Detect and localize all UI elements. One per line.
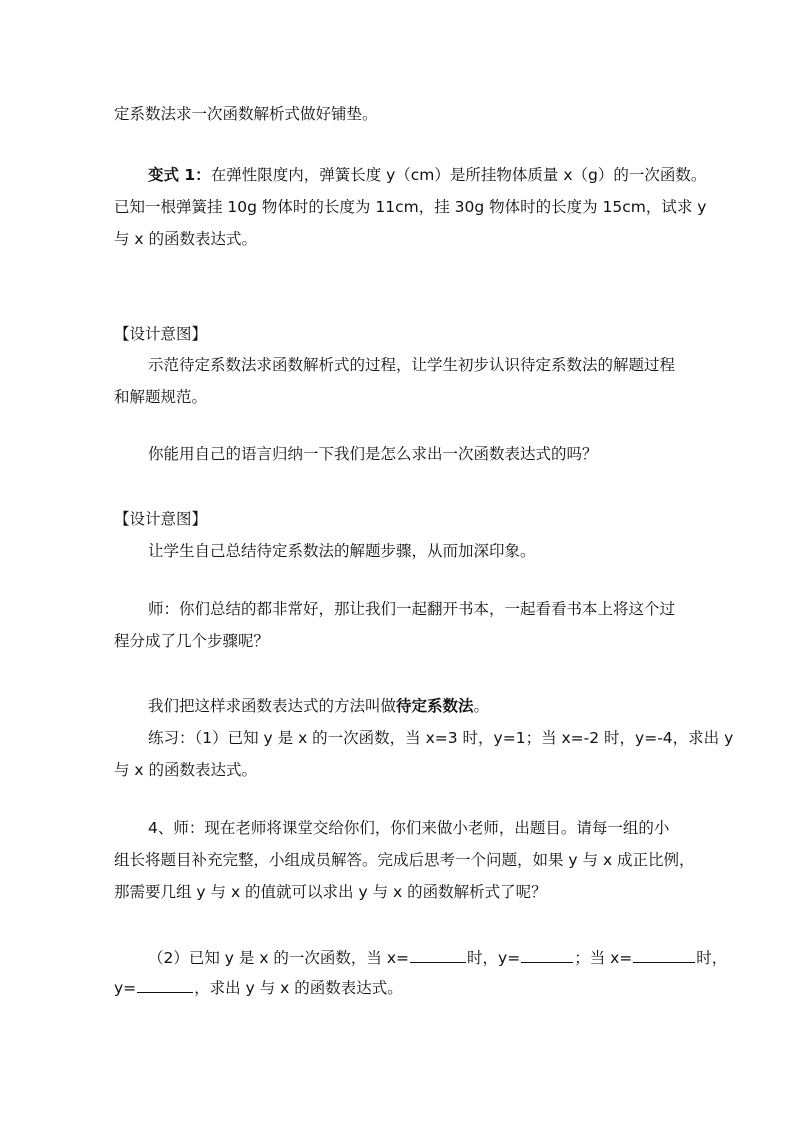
question-text: 时， [696, 949, 728, 967]
blank-y2[interactable] [137, 976, 193, 993]
variant-1-line [148, 165, 706, 185]
text-line: 示范待定系数法求函数解析式的过程，让学生初步认识待定系数法的解题过程 [148, 356, 676, 374]
question-line: 你能用自己的语言归纳一下我们是怎么求出一次函数表达式的吗？ [148, 445, 598, 463]
fill-in-question-line [114, 976, 403, 998]
text-line: 与 x 的函数表达式。 [114, 761, 258, 779]
method-prefix: 我们把这样求函数表达式的方法叫做 [148, 697, 397, 715]
exercise-line: 练习：（1）已知 y 是 x 的一次函数，当 x=3 时，y=1；当 x=-2 时，y=-4，求出 y [148, 729, 734, 747]
text-line: 已知一根弹簧挂 10g 物体时的长度为 11cm，挂 30g 物体时的长度为 15cm，试求 y [114, 198, 707, 216]
question-text: ，求出 y 与 x 的函数表达式。 [194, 979, 403, 997]
text-line: 定系数法求一次函数解析式做好铺垫。 [114, 105, 378, 123]
blank-y1[interactable] [521, 946, 573, 963]
text-line: 与 x 的函数表达式。 [114, 230, 258, 248]
text-line: 组长将题目补充完整，小组成员解答。完成后思考一个问题，如果 y 与 x 成正比例， [114, 851, 695, 869]
blank-x1[interactable] [410, 946, 466, 963]
question-text: 时，y= [467, 949, 521, 967]
question-text: （2）已知 y 是 x 的一次函数，当 x= [148, 949, 410, 967]
question-text: y= [114, 979, 137, 997]
text-line: 师：你们总结的都非常好，那让我们一起翻开书本，一起看看书本上将这个过 [148, 600, 676, 618]
fill-in-question-line [148, 946, 727, 968]
text-line: 让学生自己总结待定系数法的解题步骤，从而加深印象。 [148, 542, 536, 560]
text-line: 程分成了几个步骤呢？ [114, 632, 270, 650]
blank-x2[interactable] [633, 946, 695, 963]
design-intent-heading: 【设计意图】 [114, 510, 208, 528]
method-line [148, 696, 489, 716]
variant-1-label: 变式 1： [148, 166, 211, 184]
question-text: ；当 x= [574, 949, 633, 967]
method-suffix: 。 [473, 697, 490, 715]
text-line: 4、师：现在老师将课堂交给你们，你们来做小老师，出题目。请每一组的小 [148, 819, 670, 837]
variant-1-text: 在弹性限度内，弹簧长度 y（cm）是所挂物体质量 x（g）的一次函数。 [210, 166, 707, 184]
design-intent-heading: 【设计意图】 [114, 325, 208, 343]
method-name: 待定系数法 [396, 697, 474, 715]
text-line: 那需要几组 y 与 x 的值就可以求出 y 与 x 的函数解析式了呢？ [114, 883, 547, 901]
text-line: 和解题规范。 [114, 388, 208, 406]
